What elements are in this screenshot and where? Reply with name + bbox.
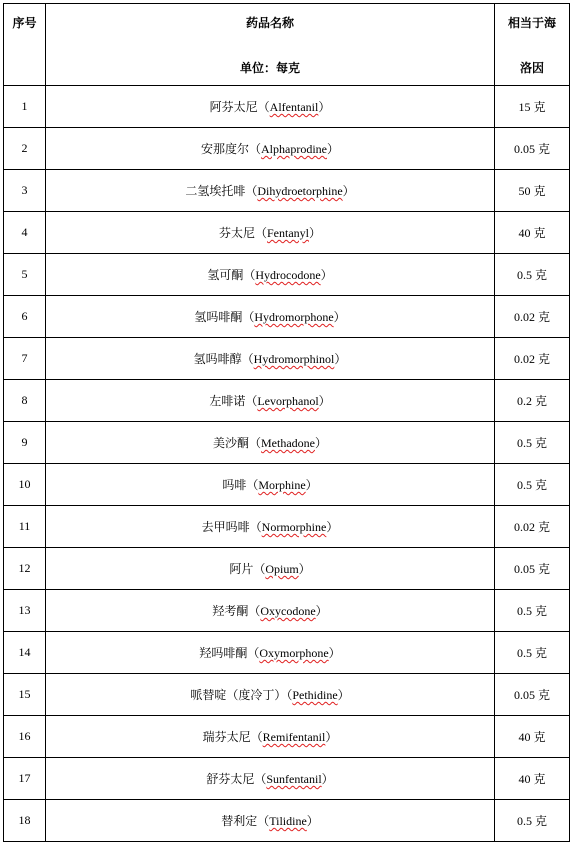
row-index-cell (4, 170, 46, 212)
drug-equivalence-table-wrapper (3, 3, 570, 842)
table-row (4, 716, 570, 758)
heroin-equivalent-cell (495, 758, 570, 800)
drug-name-chinese: 去甲吗啡（ (201, 520, 262, 534)
header-drug-name-label: 药品名称 (245, 15, 294, 30)
drug-name-cell (46, 170, 495, 212)
drug-name-chinese: 氢吗啡醇（ (193, 352, 254, 366)
drug-name-cell (46, 338, 495, 380)
drug-name-english: Hydromorphone (254, 310, 334, 324)
drug-equivalence-table (3, 3, 570, 842)
heroin-equivalent-cell (495, 422, 570, 464)
drug-name-close-paren: ） (306, 814, 319, 828)
heroin-equivalent-value: 0.2 克 (516, 394, 547, 408)
drug-name-cell (46, 590, 495, 632)
drug-name-english: Morphine (258, 478, 306, 492)
table-row (4, 254, 570, 296)
drug-name-close-paren: ） (326, 520, 339, 534)
table-row (4, 380, 570, 422)
row-index: 8 (21, 393, 28, 407)
table-row (4, 506, 570, 548)
table-row (4, 548, 570, 590)
row-index: 18 (18, 813, 31, 827)
drug-name-close-paren: ） (342, 184, 355, 198)
drug-name-close-paren: ） (298, 562, 311, 576)
drug-name-chinese: 氢吗啡酮（ (194, 310, 255, 324)
row-index-cell (4, 254, 46, 296)
header-equiv-line2: 洛因 (519, 60, 544, 75)
drug-name-chinese: 阿芬太尼（ (209, 100, 270, 114)
table-row (4, 590, 570, 632)
drug-name-cell (46, 548, 495, 590)
heroin-equivalent-value: 0.5 克 (516, 436, 547, 450)
table-row (4, 674, 570, 716)
drug-name-close-paren: ） (321, 772, 334, 786)
heroin-equivalent-value: 0.05 克 (513, 142, 550, 156)
row-index: 4 (21, 225, 28, 239)
drug-name-english: Oxymorphone (259, 646, 329, 660)
table-row (4, 338, 570, 380)
row-index: 15 (18, 687, 31, 701)
heroin-equivalent-cell (495, 674, 570, 716)
drug-name-cell (46, 254, 495, 296)
drug-name-english: Pethidine (292, 688, 338, 702)
row-index: 16 (18, 729, 31, 743)
table-row (4, 464, 570, 506)
drug-name-chinese: 哌替啶（度冷丁）（ (190, 688, 293, 702)
drug-name-close-paren: ） (315, 604, 328, 618)
drug-name-english: Hydromorphinol (253, 352, 335, 366)
drug-name-english: Fentanyl (267, 226, 309, 240)
row-index: 7 (21, 351, 28, 365)
row-index-cell (4, 716, 46, 758)
row-index: 5 (21, 267, 28, 281)
drug-name-cell (46, 464, 495, 506)
table-row (4, 632, 570, 674)
table-row (4, 128, 570, 170)
heroin-equivalent-cell (495, 128, 570, 170)
row-index: 13 (18, 603, 31, 617)
row-index-cell (4, 422, 46, 464)
drug-name-cell (46, 674, 495, 716)
row-index: 11 (18, 519, 31, 533)
header-heroin-equivalent (495, 4, 570, 86)
row-index: 6 (21, 309, 28, 323)
drug-name-chinese: 替利定（ (221, 814, 270, 828)
drug-name-cell (46, 800, 495, 842)
row-index-cell (4, 338, 46, 380)
drug-name-english: Alfentanil (269, 100, 319, 114)
heroin-equivalent-value: 0.05 克 (513, 688, 550, 702)
heroin-equivalent-cell (495, 464, 570, 506)
drug-name-english: Alphaprodine (261, 142, 327, 156)
drug-name-close-paren: ） (325, 730, 338, 744)
drug-name-english: Opium (265, 562, 299, 576)
header-equiv-line1: 相当于海 (507, 15, 556, 30)
row-index-cell (4, 800, 46, 842)
row-index: 3 (21, 183, 28, 197)
drug-name-chinese: 美沙酮（ (212, 436, 261, 450)
row-index: 10 (18, 477, 31, 491)
table-header-row (4, 4, 570, 86)
header-drug-name (46, 4, 495, 86)
drug-name-chinese: 阿片（ (229, 562, 266, 576)
drug-name-close-paren: ） (337, 688, 350, 702)
drug-name-english: Sunfentanil (266, 772, 322, 786)
drug-name-chinese: 氢可酮（ (207, 268, 256, 282)
heroin-equivalent-cell (495, 86, 570, 128)
drug-name-chinese: 二氢埃托啡（ (185, 184, 258, 198)
drug-name-english: Remifentanil (262, 730, 326, 744)
drug-name-cell (46, 716, 495, 758)
drug-name-chinese: 吗啡（ (222, 478, 259, 492)
heroin-equivalent-cell (495, 548, 570, 590)
header-index-label: 序号 (12, 16, 37, 30)
row-index: 2 (21, 141, 28, 155)
table-row (4, 170, 570, 212)
heroin-equivalent-cell (495, 800, 570, 842)
drug-name-chinese: 羟吗啡酮（ (199, 646, 260, 660)
header-unit-label: 单位：每克 (239, 60, 300, 75)
row-index-cell (4, 86, 46, 128)
heroin-equivalent-value: 40 克 (518, 226, 546, 240)
drug-name-cell (46, 632, 495, 674)
drug-name-close-paren: ） (314, 436, 327, 450)
drug-name-close-paren: ） (309, 226, 322, 240)
table-row (4, 758, 570, 800)
row-index-cell (4, 506, 46, 548)
heroin-equivalent-value: 0.5 克 (516, 268, 547, 282)
row-index: 17 (18, 771, 31, 785)
drug-name-chinese: 瑞芬太尼（ (202, 730, 263, 744)
drug-name-cell (46, 758, 495, 800)
heroin-equivalent-cell (495, 212, 570, 254)
drug-name-cell (46, 128, 495, 170)
heroin-equivalent-cell (495, 632, 570, 674)
drug-name-cell (46, 86, 495, 128)
row-index: 1 (21, 99, 28, 113)
heroin-equivalent-cell (495, 506, 570, 548)
heroin-equivalent-value: 0.5 克 (516, 478, 547, 492)
row-index-cell (4, 296, 46, 338)
drug-name-chinese: 羟考酮（ (212, 604, 261, 618)
row-index-cell (4, 590, 46, 632)
drug-name-english: Methadone (261, 436, 315, 450)
drug-name-close-paren: ） (318, 394, 331, 408)
table-row (4, 212, 570, 254)
drug-name-close-paren: ） (334, 352, 347, 366)
heroin-equivalent-value: 0.05 克 (513, 562, 550, 576)
table-row (4, 86, 570, 128)
heroin-equivalent-cell (495, 380, 570, 422)
heroin-equivalent-cell (495, 170, 570, 212)
drug-name-close-paren: ） (328, 646, 341, 660)
drug-name-chinese: 左啡诺（ (209, 394, 258, 408)
table-row (4, 800, 570, 842)
heroin-equivalent-cell (495, 296, 570, 338)
drug-name-chinese: 安那度尔（ (200, 142, 261, 156)
drug-name-close-paren: ） (305, 478, 318, 492)
drug-name-close-paren: ） (320, 268, 333, 282)
heroin-equivalent-cell (495, 716, 570, 758)
heroin-equivalent-value: 0.5 克 (516, 604, 547, 618)
drug-name-english: Tilidine (269, 814, 307, 828)
row-index-cell (4, 212, 46, 254)
heroin-equivalent-value: 15 克 (518, 100, 546, 114)
drug-name-cell (46, 296, 495, 338)
row-index-cell (4, 548, 46, 590)
drug-name-cell (46, 212, 495, 254)
drug-name-english: Normorphine (261, 520, 327, 534)
row-index-cell (4, 380, 46, 422)
drug-name-chinese: 舒芬太尼（ (206, 772, 267, 786)
heroin-equivalent-value: 40 克 (518, 772, 546, 786)
heroin-equivalent-value: 0.02 克 (513, 520, 550, 534)
table-row (4, 422, 570, 464)
heroin-equivalent-value: 50 克 (518, 184, 546, 198)
drug-name-english: Hydrocodone (255, 268, 321, 282)
drug-name-english: Dihydroetorphine (257, 184, 343, 198)
heroin-equivalent-cell (495, 590, 570, 632)
heroin-equivalent-value: 0.02 克 (513, 352, 550, 366)
heroin-equivalent-value: 0.02 克 (513, 310, 550, 324)
table-row (4, 296, 570, 338)
row-index-cell (4, 758, 46, 800)
drug-name-close-paren: ） (326, 142, 339, 156)
heroin-equivalent-value: 0.5 克 (516, 646, 547, 660)
heroin-equivalent-value: 40 克 (518, 730, 546, 744)
drug-name-english: Oxycodone (260, 604, 316, 618)
drug-name-cell (46, 380, 495, 422)
heroin-equivalent-cell (495, 338, 570, 380)
header-index (4, 4, 46, 86)
row-index-cell (4, 128, 46, 170)
drug-name-close-paren: ） (318, 100, 331, 114)
drug-name-chinese: 芬太尼（ (218, 226, 267, 240)
drug-name-close-paren: ） (333, 310, 346, 324)
table-body (4, 86, 570, 842)
heroin-equivalent-value: 0.5 克 (516, 814, 547, 828)
drug-name-english: Levorphanol (257, 394, 319, 408)
row-index: 14 (18, 645, 31, 659)
drug-name-cell (46, 422, 495, 464)
row-index: 12 (18, 561, 31, 575)
heroin-equivalent-cell (495, 254, 570, 296)
row-index-cell (4, 632, 46, 674)
row-index-cell (4, 674, 46, 716)
row-index-cell (4, 464, 46, 506)
row-index: 9 (21, 435, 28, 449)
drug-name-cell (46, 506, 495, 548)
